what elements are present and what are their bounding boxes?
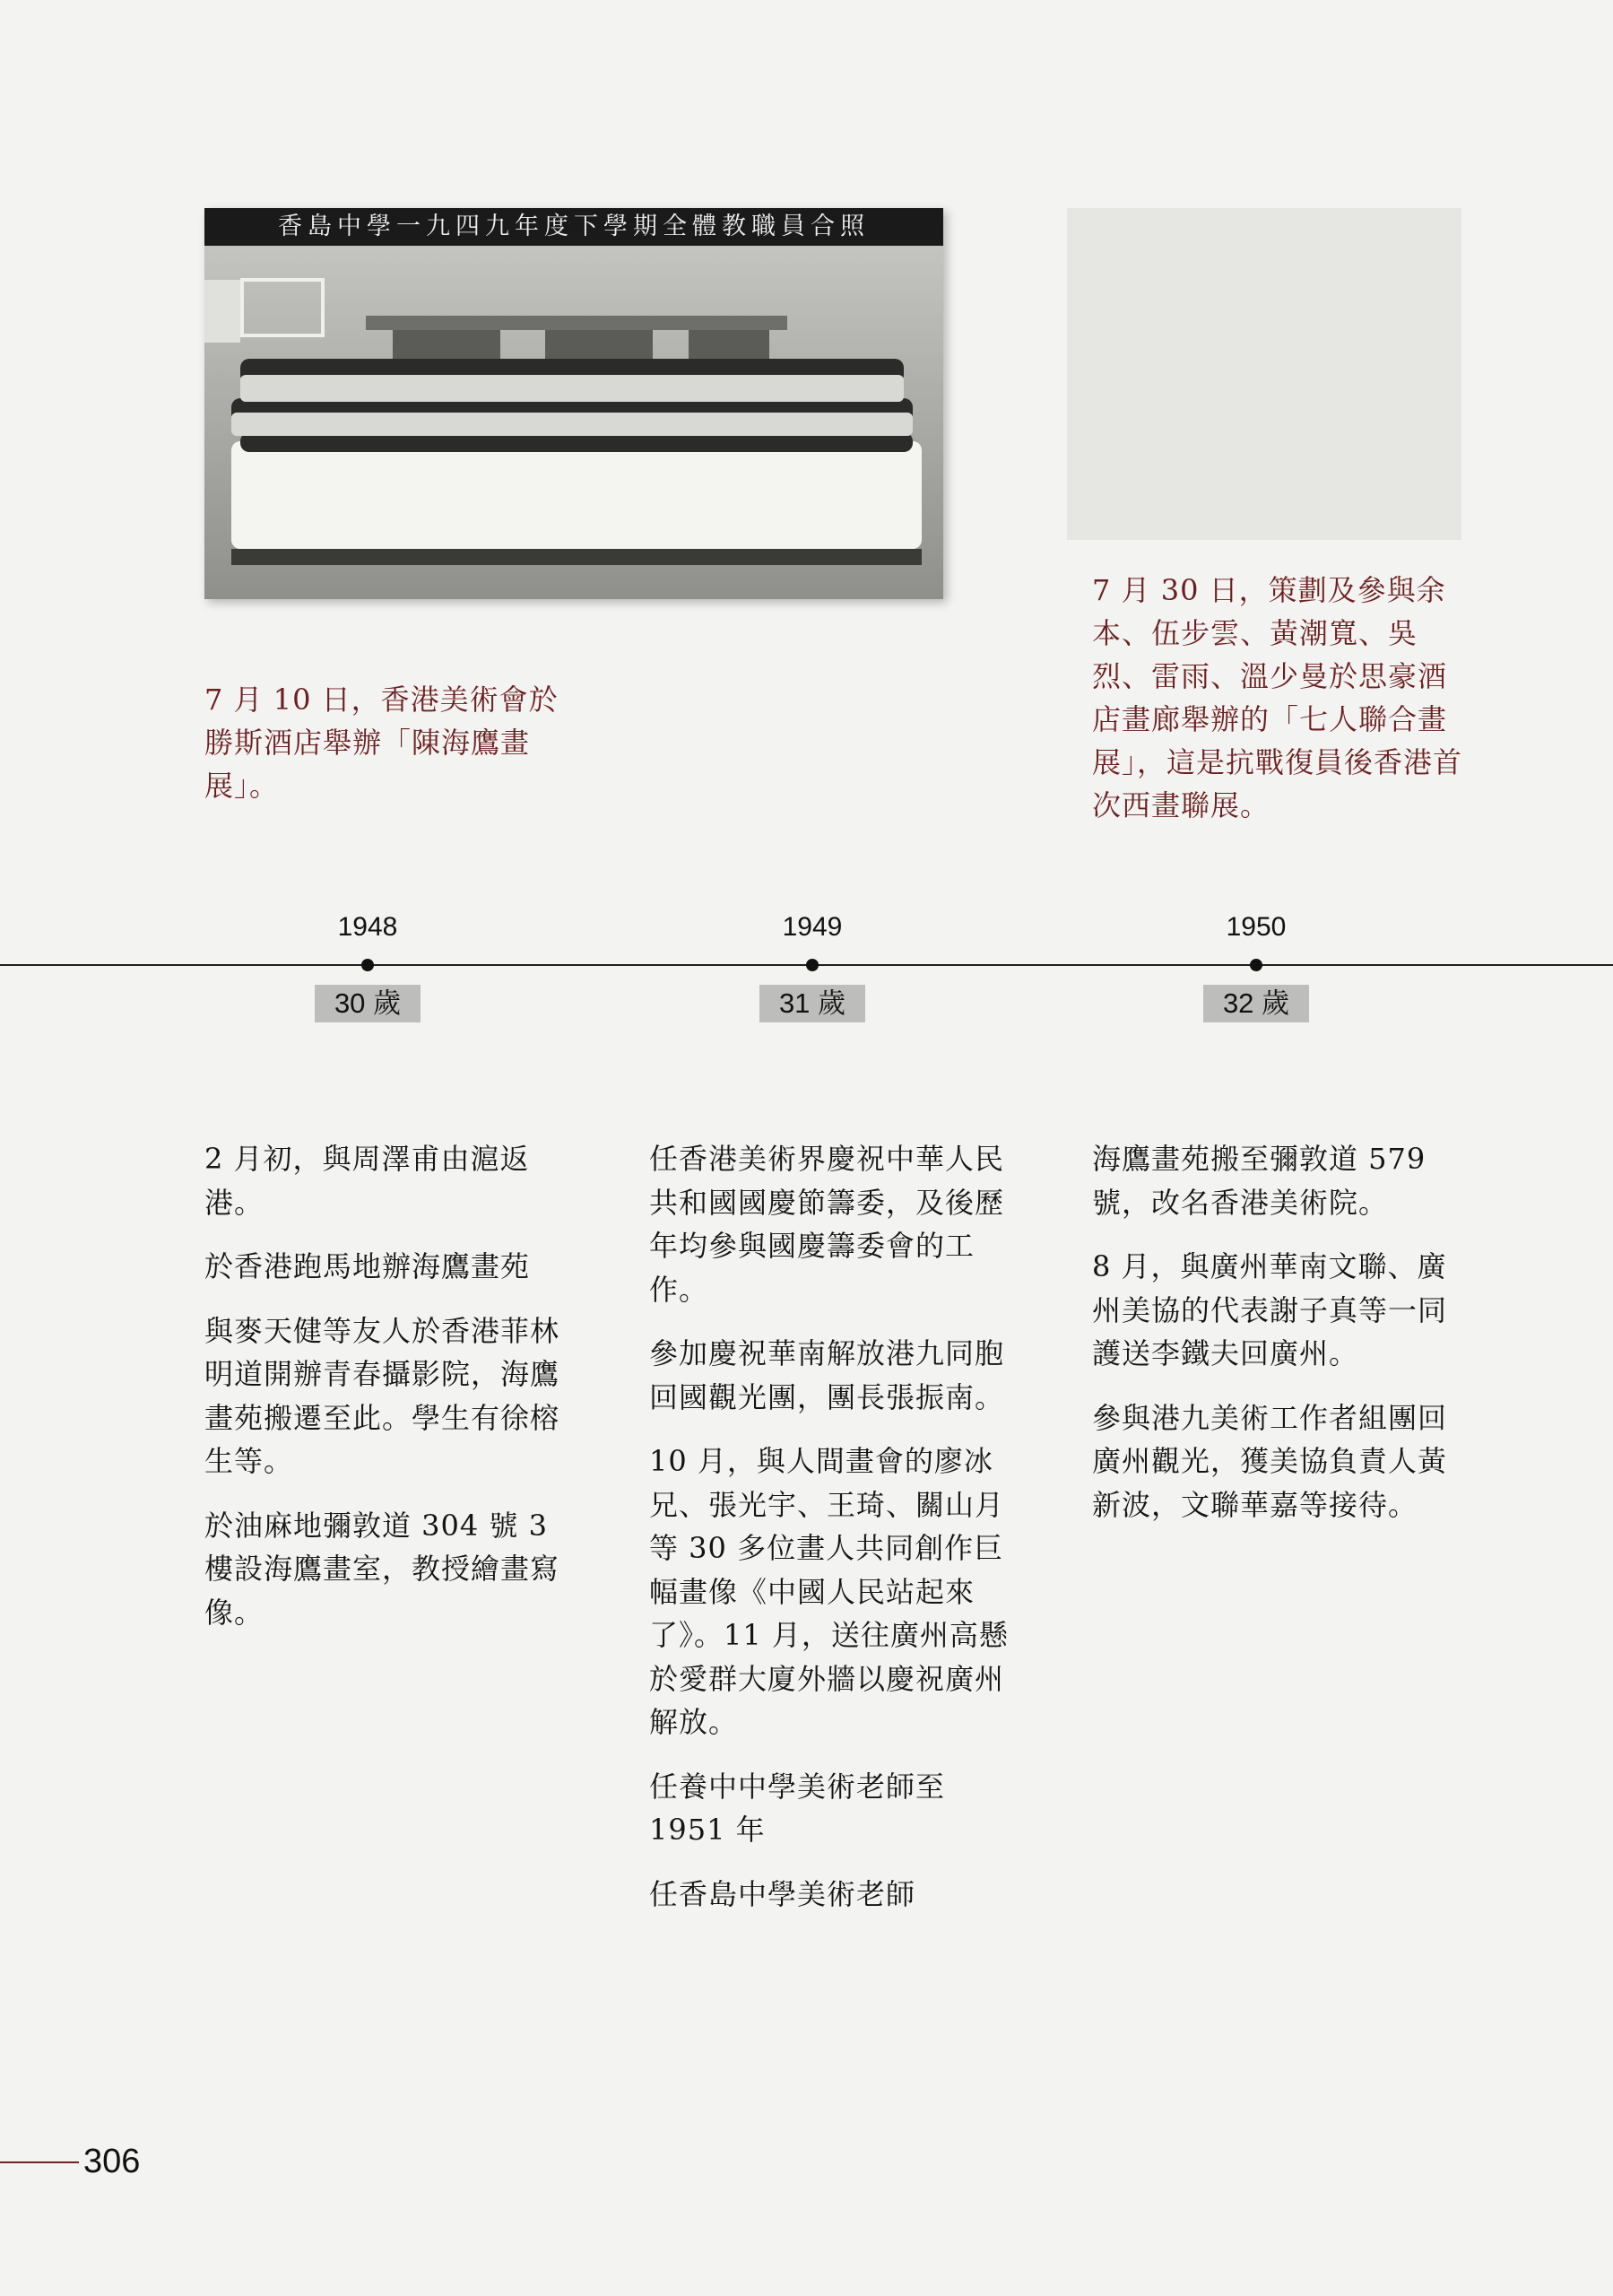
entry-1950-3: 參與港九美術工作者組團回廣州觀光，獲美協負責人黃新波，文聯華嘉等接待。: [1092, 1400, 1448, 1522]
year-1948: 1948: [337, 912, 398, 942]
faded-background-panel: [1067, 208, 1461, 540]
entry-1950-2: 8 月，與廣州華南文聯、廣州美協的代表謝子真等一同護送李鐵夫回廣州。: [1092, 1249, 1448, 1370]
year-1949: 1949: [782, 912, 843, 942]
group-photo-image: [204, 208, 943, 599]
page-number: 306: [83, 2143, 141, 2180]
age-badge-1949: 31 歲: [759, 985, 865, 1022]
photo-banner: 香島中學一九四九年度下學期全體教職員合照: [204, 208, 943, 246]
entry-1948-3: 與麥天健等友人於香港菲林明道開辦青春攝影院，海鷹畫苑搬遷至此。學生有徐榕生等。: [204, 1313, 560, 1478]
column-1949: [649, 1137, 1017, 1936]
caption-1950: 7 月 30 日，策劃及參與余本、伍步雲、黃潮寬、吳烈、雷雨、溫少曼於思豪酒店畫廊舉辦的「七人聯合畫展」，這是抗戰復員後香港首次西畫聯展。: [1092, 573, 1463, 822]
caption-1949: 7 月 10 日，香港美術會於勝斯酒店舉辦「陳海鷹畫展」。: [204, 683, 559, 803]
entry-1949-2: 參加慶祝華南解放港九同胞回國觀光團，團長張振南。: [649, 1336, 1005, 1414]
timeline-dot-1950: [1250, 959, 1262, 971]
column-1948: [204, 1137, 572, 1655]
entry-1949-3: 10 月，與人間畫會的廖冰兄、張光宇、王琦、關山月等 30 多位畫人共同創作巨幅畫像《中國人民站起來了》。11 月，送往廣州高懸於愛群大廈外牆以慶祝廣州解放。: [649, 1444, 1009, 1739]
timeline-dot-1948: [361, 959, 374, 971]
timeline-dot-1949: [806, 959, 819, 971]
entry-1948-1: 2 月初，與周澤甫由滬返港。: [204, 1142, 530, 1220]
age-badge-1950: 32 歲: [1203, 985, 1309, 1022]
entry-1949-5: 任香島中學美術老師: [649, 1876, 916, 1911]
entry-1950-1: 海鷹畫苑搬至彌敦道 579 號，改名香港美術院。: [1092, 1142, 1427, 1220]
group-photo: [204, 208, 943, 599]
entry-1948-2: 於香港跑馬地辦海鷹畫苑: [204, 1249, 531, 1283]
page-number-rule: [0, 2161, 79, 2163]
entry-1949-1: 任香港美術界慶祝中華人民共和國國慶節籌委，及後歷年均參與國慶籌委會的工作。: [649, 1142, 1005, 1307]
entry-1948-4: 於油麻地彌敦道 304 號 3 樓設海鷹畫室，教授繪畫寫像。: [204, 1508, 560, 1630]
entry-1949-4: 任養中中學美術老師至 1951 年: [649, 1769, 946, 1847]
column-1950: [1092, 1137, 1460, 1547]
age-badge-1948: 30 歲: [315, 985, 421, 1022]
year-1950: 1950: [1226, 912, 1287, 942]
